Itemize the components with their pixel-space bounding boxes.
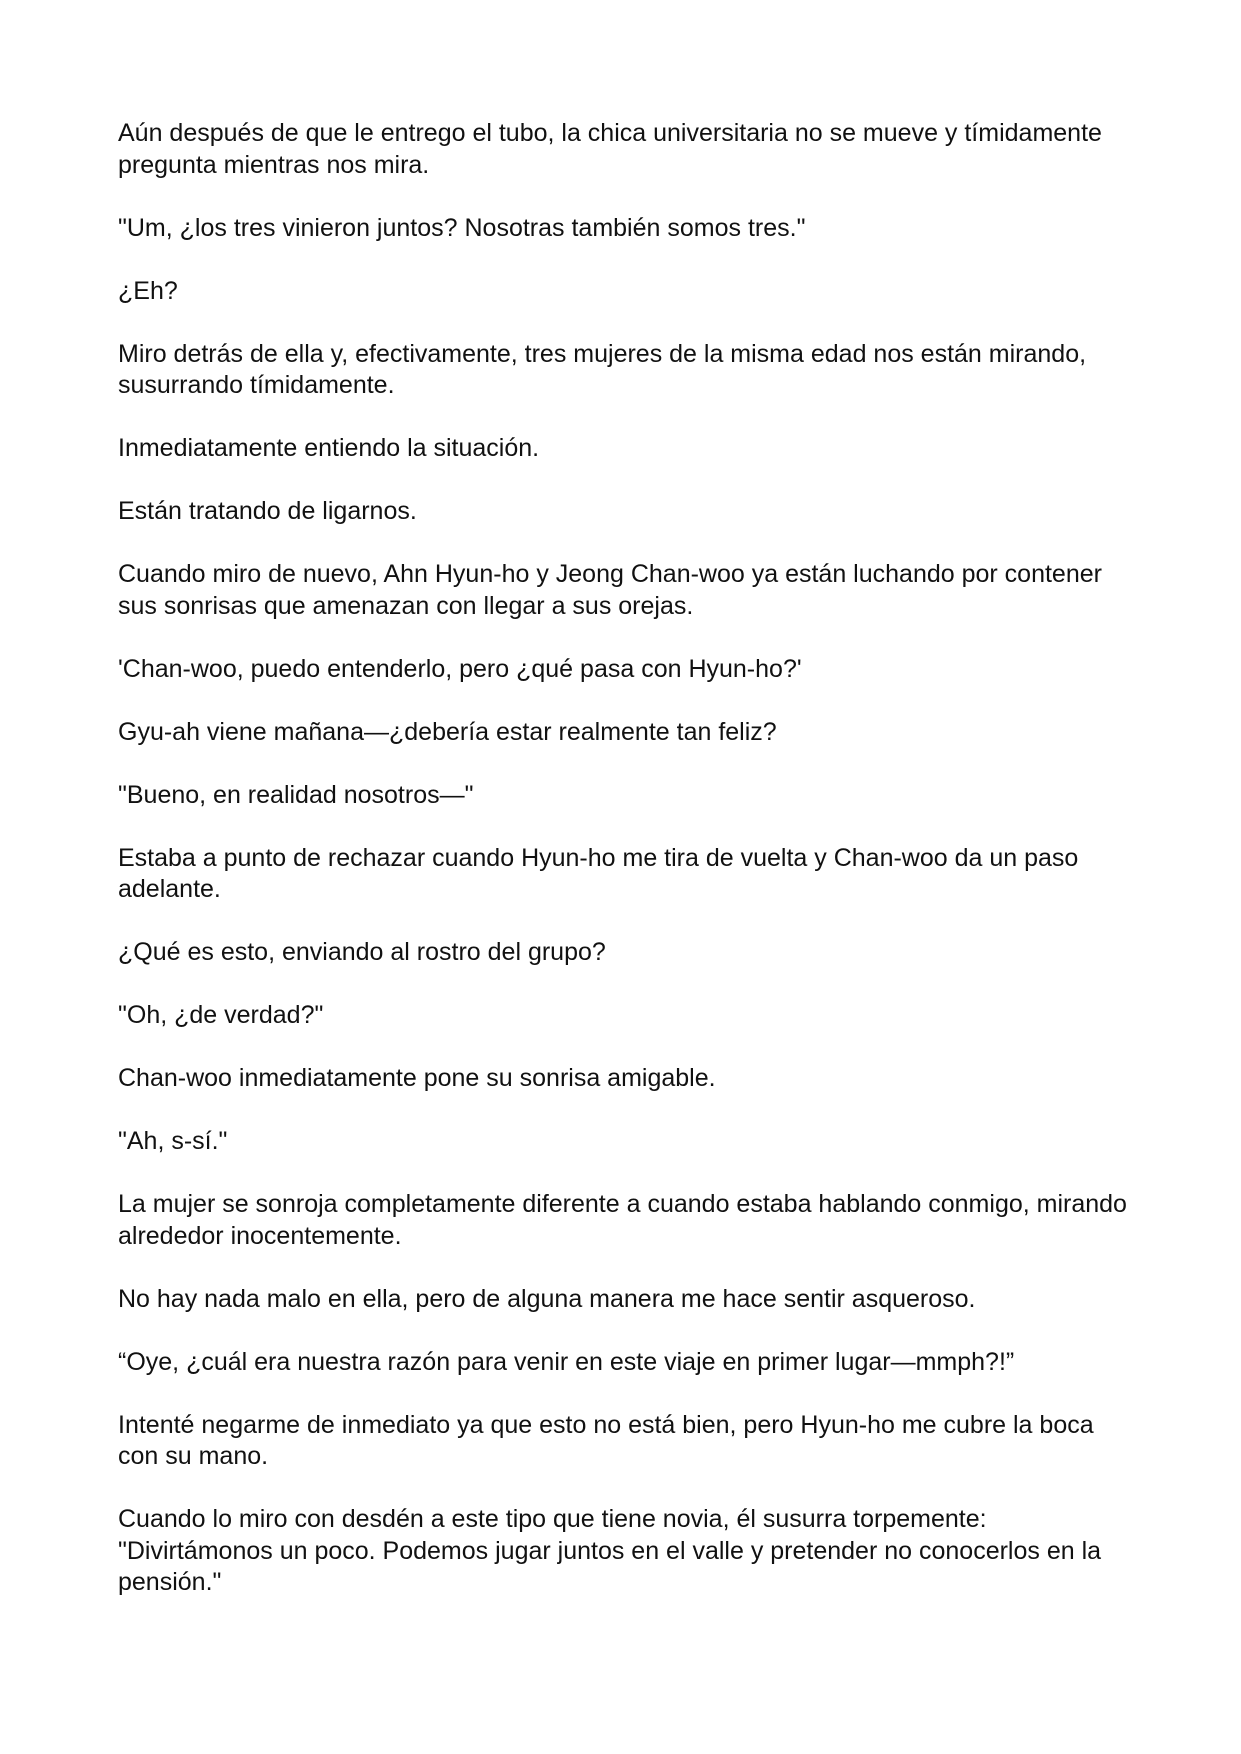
paragraph: "Oh, ¿de verdad?"	[118, 1001, 324, 1029]
paragraph: No hay nada malo en ella, pero de alguna manera me hace sentir asqueroso.	[118, 1284, 976, 1313]
paragraph: ¿Eh?	[118, 276, 178, 305]
paragraph: “Oye, ¿cuál era nuestra razón para venir en este viaje en primer lugar—mmph?!”	[118, 1347, 1015, 1376]
paragraph: Miro detrás de ella y, efectivamente, tres mujeres de la misma edad nos están mirando, susurrando tímidamente.	[118, 339, 1087, 399]
paragraph: Aún después de que le entrego el tubo, la chica universitaria no se mueve y tímidamente pregunta mientras nos mira.	[118, 119, 1102, 179]
paragraph: Estaba a punto de rechazar cuando Hyun-ho me tira de vuelta y Chan-woo da un paso adelante.	[118, 843, 1079, 903]
paragraph: "Ah, s-sí."	[118, 1127, 228, 1155]
paragraph: Están tratando de ligarnos.	[118, 497, 417, 525]
paragraph: La mujer se sonroja completamente diferente a cuando estaba hablando conmigo, mirando alrededor inocentemente.	[118, 1190, 1127, 1250]
paragraph: Inmediatamente entiendo la situación.	[118, 434, 540, 462]
body-text	[118, 118, 1128, 1630]
paragraph: Cuando miro de nuevo, Ahn Hyun-ho y Jeong Chan-woo ya están luchando por contener sus sonrisas que amenazan con llegar a sus orejas.	[118, 560, 1102, 620]
paragraph: "Bueno, en realidad nosotros—"	[118, 780, 474, 809]
paragraph: "Um, ¿los tres vinieron juntos? Nosotras también somos tres."	[118, 213, 806, 242]
paragraph: Cuando lo miro con desdén a este tipo que tiene novia, él susurra torpemente: "Divirtámonos un poco. Podemos jugar juntos en el valle y pretender no conocerlos en la pensión."	[118, 1505, 1102, 1596]
paragraph: Intenté negarme de inmediato ya que esto no está bien, pero Hyun-ho me cubre la boca con su mano.	[118, 1410, 1094, 1470]
paragraph: ¿Qué es esto, enviando al rostro del grupo?	[118, 938, 606, 966]
paragraph: Chan-woo inmediatamente pone su sonrisa amigable.	[118, 1064, 716, 1092]
paragraph: 'Chan-woo, puedo entenderlo, pero ¿qué pasa con Hyun-ho?'	[118, 654, 802, 683]
paragraph: Gyu-ah viene mañana—¿debería estar realmente tan feliz?	[118, 717, 777, 746]
